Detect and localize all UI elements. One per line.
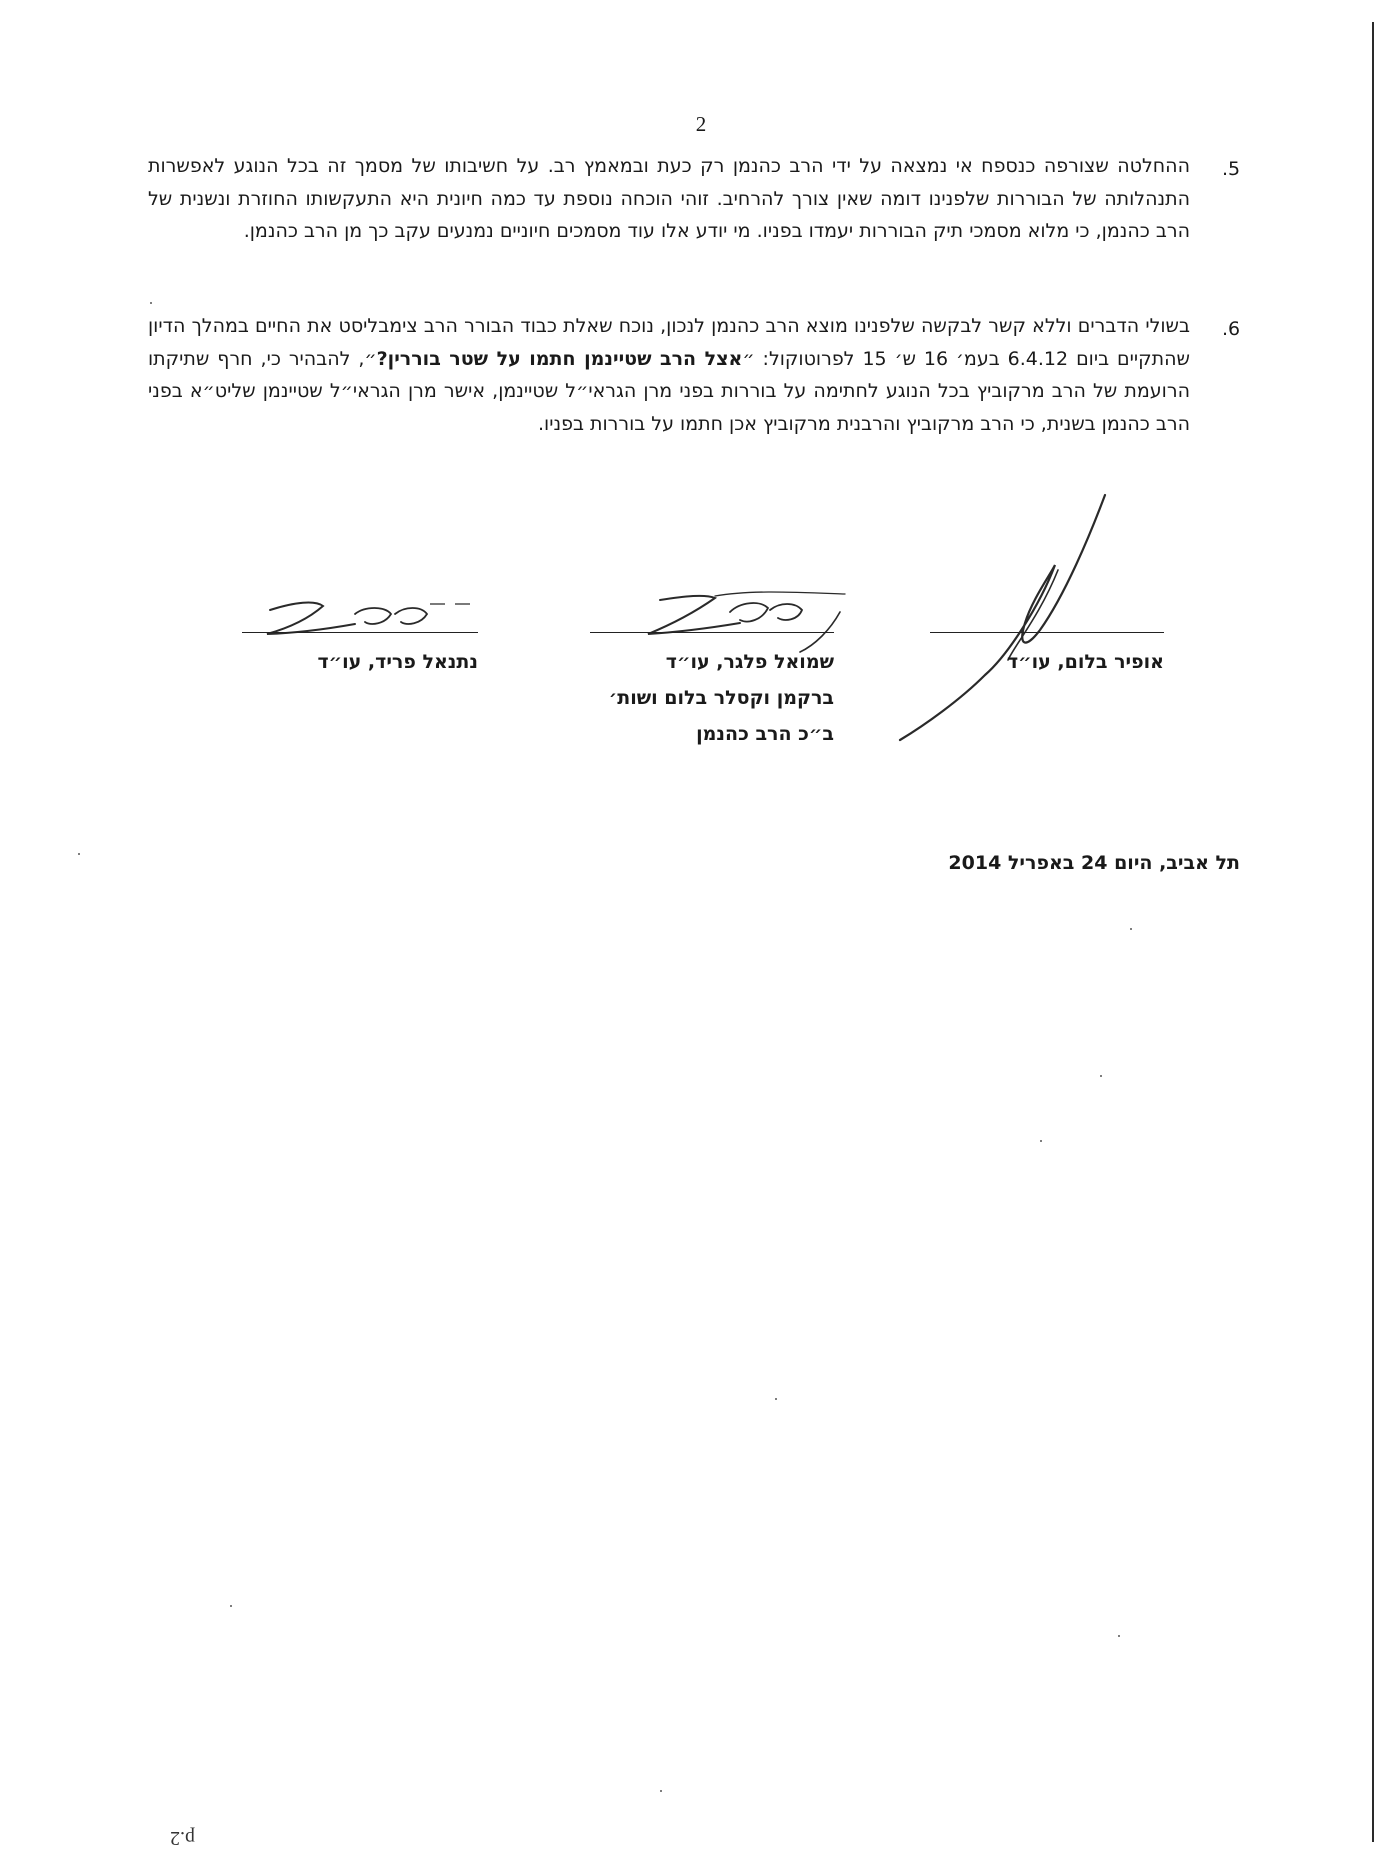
signatory-1-name: אופיר בלום, עו״ד — [1006, 651, 1164, 673]
footer-page-mark-text: p.2 — [170, 1827, 195, 1849]
signatory-2-name: שמואל פלגר, עו״ד — [665, 651, 834, 673]
signature-netanel-fried — [245, 596, 485, 646]
scan-speck — [1100, 1075, 1102, 1077]
paragraph-number-5: .5 — [1222, 158, 1241, 180]
scan-speck — [660, 1790, 662, 1792]
signatory-3 — [242, 644, 478, 680]
paragraph-6-bold-quote: אצל הרב שטיינמן חתמו על שטר בוררין? — [376, 347, 743, 370]
scan-speck — [150, 302, 152, 304]
signatory-1 — [930, 644, 1164, 680]
paragraph-6-text-before: בשולי הדברים וללא קשר לבקשה שלפנינו מוצא הרב כהנמן לנכון, נוכח שאלת כבוד הבורר הרב צימבליסט את החיים במהלך הדיון שהתקיים ביום 6.4.12 בעמ׳ 16 ש׳ 15 לפרוטוקול: ״ — [148, 315, 1190, 370]
date-line: תל אביב, היום 24 באפריל 2014 — [948, 852, 1240, 874]
paragraph-6-text-after: ״, להבהיר כי, חרף שתיקתו הרועמת של הרב מרקוביץ בכל הנוגע לחתימה על בוררות בפני מרן הגראי״ל שטיינמן, אישר מרן הגראי״ל שטיינמן שליט״א בפני הרב כהנמן בשנית, כי הרב מרקוביץ והרבנית מרקוביץ אכן חתמו על בוררות בפניו. — [148, 347, 1190, 435]
scan-speck — [1130, 928, 1132, 930]
signatory-2 — [520, 644, 834, 752]
signature-line-1 — [930, 632, 1164, 633]
signature-line-2 — [590, 632, 834, 633]
signatory-3-name: נתנאל פריד, עו״ד — [317, 651, 478, 673]
scan-speck — [78, 853, 80, 855]
paragraph-number-6: .6 — [1222, 318, 1241, 340]
signatory-2-firm: ברקמן וקסלר בלום ושות׳ — [608, 687, 834, 709]
scan-speck — [230, 1605, 232, 1607]
paragraph-5 — [148, 150, 1190, 248]
scan-speck — [775, 1398, 777, 1400]
scan-speck — [1118, 1635, 1120, 1637]
signature-line-3 — [242, 632, 478, 633]
footer-page-mark — [170, 1826, 195, 1849]
signature-ofir-blum — [890, 495, 1120, 745]
scan-speck — [1040, 1140, 1042, 1142]
signatory-2-role: ב״כ הרב כהנמן — [696, 723, 834, 745]
paragraph-5-text: ההחלטה שצורפה כנספח אי נמצאה על ידי הרב כהנמן רק כעת ובמאמץ רב. על חשיבותו של מסמך זה בכל הנוגע לאפשרות התנהלותה של הבוררות שלפנינו דומה שאין צורך להרחיב. זוהי הוכחה נוספת עד כמה חיונית היא התעקשותו החוזרת ונשנית של הרב כהנמן, כי מלוא מסמכי תיק הבוררות יעמדו בפניו. מי יודע אלו עוד מסמכים חיוניים נמנעים עקב כך מן הרב כהנמן. — [148, 155, 1190, 242]
page-number: 2 — [695, 112, 707, 136]
scan-edge-line — [1372, 22, 1374, 1842]
paragraph-6 — [148, 310, 1190, 440]
